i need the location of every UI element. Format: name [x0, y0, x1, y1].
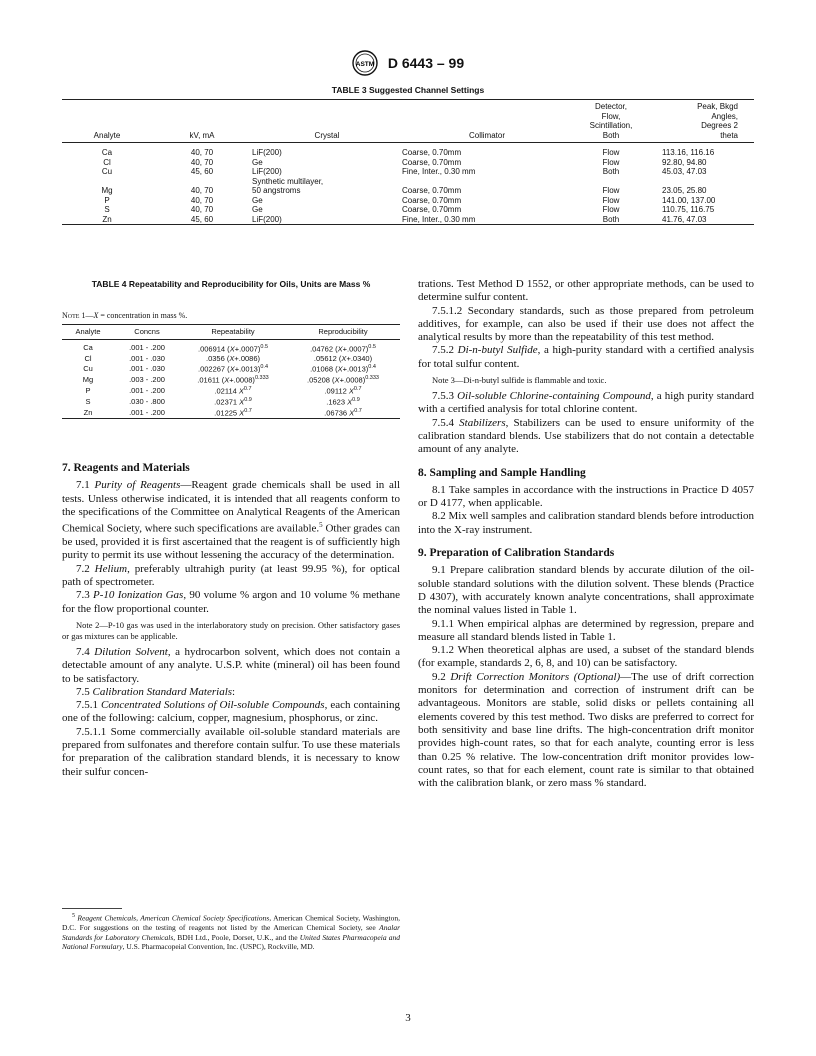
table4-cell: .002267 $(X+.0013)^{0.4}$	[197, 364, 269, 374]
para-7-5: 7.5 Calibration Standard Materials:	[76, 685, 236, 698]
table3-cell: S	[104, 205, 110, 214]
table4	[62, 324, 400, 419]
table4-cell: .02114 $X^{0.7}$	[214, 386, 252, 396]
table3-cell: Flow	[602, 148, 620, 157]
table3-header-kv: kV, mA	[189, 130, 215, 140]
table3-cell: Flow	[602, 186, 620, 195]
table3-row	[62, 215, 754, 225]
table4-cell: .06736 $X^{0.7}$	[324, 408, 362, 418]
para-8-2: 8.2 Mix well samples and calibration standard blends before introduction into the X-ray instrument.	[418, 510, 754, 536]
table4-cell: .01611 $(X+.0008)^{0.333}$	[197, 375, 269, 385]
table3-row	[62, 143, 754, 158]
table3-cell: 40, 70	[190, 186, 214, 195]
table3	[62, 99, 754, 225]
footnote-5: $^5$ Reagent Chemicals, American Chemical Society Specifications, American Chemical Society, Washington, D.C. For suggestions on the testing of reagents not listed by the American Chemical Society, see Analar Standards for Laboratory Chemicals, BDH Ltd., Poole, Dorset, U.K., and the United States Pharmacopeia and National Formulary, U.S. Pharmacopeial Convention, Inc. (USPC), Rockville, MD.	[62, 913, 401, 951]
table4-cell: .0356 (X+.0086)	[205, 353, 261, 363]
table4-cell: .003 - .200	[129, 374, 165, 384]
table4-note	[62, 311, 400, 320]
table4-cell: .001 - .200	[129, 407, 165, 417]
table4-header-reproducibility: Reproducibility	[318, 327, 368, 336]
table3-cell: Fine, Inter., 0.30 mm	[402, 214, 476, 224]
svg-text:ASTM: ASTM	[355, 61, 375, 68]
table3-cell: Flow	[602, 157, 620, 167]
table4-cell: .001 - .200	[129, 385, 165, 395]
astm-logo-icon	[352, 50, 378, 76]
table4-cell: Zn	[83, 407, 93, 417]
table3-cell: 141.00, 137.00	[662, 195, 716, 205]
table4-cell: Mg	[82, 374, 94, 384]
section-9-heading: 9. Preparation of Calibration Standards	[418, 547, 615, 560]
table4-cell: .05612 (X+.0340)	[313, 353, 373, 363]
table3-cell: Coarse, 0.70mm	[402, 157, 462, 167]
table4-cell: .09112 $X^{0.7}$	[324, 386, 362, 396]
table3-cell: 40, 70	[190, 157, 214, 167]
table4-cell: .006914 $(X+.0007)^{0.5}$	[197, 343, 269, 353]
table3-cell: 40, 70	[190, 195, 214, 205]
table4-cell: .001 - .030	[129, 363, 165, 373]
table4-header-repeatability: Repeatability	[211, 327, 255, 336]
table3-cell: 23.05, 25.80	[662, 186, 707, 195]
table3-header-collimator: Collimator	[468, 130, 505, 140]
table3-cell	[572, 177, 650, 187]
table3-cell: Coarse, 0.70mm	[402, 186, 462, 195]
para-9-2: 9.2 Drift Correction Monitors (Optional)—The use of drift correction monitors for determination and correction of instrument drift can be advantageous. Monitors are stable, solid disks or pellets containing all elements covered by this test method. Two disks are preferred to correct for both sensitivity and base line drifts. The high-concentration drift monitor provides high-count rates, so that for each analyte, counting error is less than 0.25 % relative. The low-concentration drift monitor provides low-count rates, so that for each element, count rate is similar to that obtained with the calibration blank, or zero mass % standard.	[418, 670, 754, 790]
table4-cell: .030 - .800	[129, 396, 165, 406]
table3-header-detector: Detector, Flow, Scintillation, Both	[589, 102, 633, 140]
table3-cell: 40, 70	[190, 205, 214, 214]
table4-cell: Cu	[83, 363, 93, 373]
note-3: Note 3—Di-n-butyl sulfide is flammable and toxic.	[432, 375, 607, 386]
table3-row	[62, 205, 754, 215]
table3-cell	[650, 177, 754, 187]
para-7-3: 7.3 P-10 Ionization Gas, 90 volume % argon and 10 volume % methane for the flow proportional counter.	[62, 589, 400, 615]
table4-header-analyte: Analyte	[75, 327, 101, 336]
table4-row	[62, 339, 400, 354]
table3-cell: LiF(200)	[252, 148, 282, 157]
table3-row	[62, 167, 754, 177]
table3-cell: Mg	[101, 186, 113, 195]
page-header	[0, 50, 816, 76]
table3-cell: Flow	[602, 205, 620, 214]
table3-cell: Ge	[252, 205, 263, 214]
para-9-1-2: 9.1.2 When theoretical alphas are used, a subset of the standard blends (for example, standards 2, 6, 8, and 10) can be satisfactory.	[418, 644, 754, 670]
table4-header-row	[62, 325, 400, 340]
table4-row	[62, 363, 400, 374]
table3-cell: Both	[602, 167, 620, 176]
table3-cell: 110.75, 116.75	[662, 205, 715, 214]
table3-title: TABLE 3 Suggested Channel Settings	[331, 85, 485, 95]
table4-cell: Ca	[83, 343, 93, 353]
section-8-heading: 8. Sampling and Sample Handling	[418, 466, 586, 479]
table3-cell: Synthetic multilayer,	[252, 176, 324, 186]
para-7-5-3: 7.5.3 Oil-soluble Chlorine-containing Compound, a high purity standard with a certified analysis for total chlorine content.	[418, 390, 754, 416]
table4-row	[62, 385, 400, 396]
table3-cell: Coarse, 0.70mm	[402, 148, 462, 157]
table4-note-label: Note 1—	[62, 311, 94, 320]
table3-cell	[152, 177, 252, 187]
table3-cell: Ge	[252, 157, 263, 167]
para-7-5-1-1-continued: trations. Test Method D 1552, or other appropriate methods, can be used to determine sulfur content.	[418, 278, 754, 304]
para-7-1: 7.1 Purity of Reagents—Reagent grade chemicals shall be used in all tests. Unless otherwise indicated, it is intended that all reagents conform to the specifications of the Committee on Analytical Reagents of the American Chemical Society, where such specifications are available.$^5$ Other grades can be used, provided it is first ascertained that the reagent is of sufficiently high purity to permit its use without lessening the accuracy of the determination.	[62, 479, 401, 562]
para-7-2: 7.2 Helium, preferably ultrahigh purity (at least 99.95 %), for optical path of spectrometer.	[62, 562, 401, 589]
para-8-1: 8.1 Take samples in accordance with the instructions in Practice D 4057 or D 4177, when applicable.	[418, 483, 754, 510]
table4-header-concns: Concns	[134, 327, 160, 336]
table4-cell: S	[85, 396, 91, 406]
para-7-5-1-1: 7.5.1.1 Some commercially available oil-soluble standard materials are prepared from sulfonates and therefore contain sulfur. To use these materials for preparation of the calibration standard blends, it is necessary to know their sulfur concen-	[62, 725, 400, 778]
table4-row	[62, 374, 400, 385]
para-7-5-2: 7.5.2 Di-n-butyl Sulfide, a high-purity standard with a certified analysis for total sulfur content.	[418, 344, 755, 370]
table4-row	[62, 354, 400, 364]
note-2: Note 2—P-10 gas was used in the interlaboratory study on precision. Other satisfactory gases or gas mixtures can be applicable.	[62, 619, 400, 641]
para-7-4: 7.4 Dilution Solvent, a hydrocarbon solvent, which does not contain a detectable amount of any analyte. U.S.P. white (mineral) oil has been found to be satisfactory.	[62, 645, 401, 685]
table3-cell: P	[104, 195, 110, 205]
footnote-ref-5: 5	[319, 521, 323, 530]
table3-cell: LiF(200)	[252, 167, 282, 176]
para-7-5-4: 7.5.4 Stabilizers, Stabilizers can be used to ensure uniformity of the calibration standard blends. Use stabilizers that do not contain a detectable amount of any analyte.	[418, 416, 754, 456]
table3-row	[62, 186, 754, 196]
table3-cell: Flow	[602, 195, 620, 205]
table3-cell: 92.80, 94.80	[662, 157, 707, 167]
table3-cell: Cl	[103, 157, 111, 167]
footnote-divider	[62, 908, 122, 909]
table3-cell: 45, 60	[190, 214, 214, 224]
table3-cell: 50 angstroms	[252, 186, 301, 195]
page-number: 3	[405, 1012, 411, 1024]
table4-note-text: X = concentration in mass %.	[93, 311, 188, 320]
table3-cell: 45.03, 47.03	[662, 167, 707, 176]
table3-cell: 41.76, 47.03	[662, 214, 707, 224]
para-9-1: 9.1 Prepare calibration standard blends by accurate dilution of the oil-soluble standard solutions with the dilution solvent. These blends (Practice D 4307), with accurately known analyte concentrations, shall approximate the nominal values listed in Table 1.	[418, 564, 754, 617]
table3-cell	[62, 177, 152, 187]
table4-row	[62, 396, 400, 407]
table3-cell: Both	[602, 214, 620, 224]
table3-cell: Ca	[101, 148, 113, 157]
table4-cell: .001 - .200	[129, 343, 165, 353]
table4-cell: Cl	[84, 353, 92, 363]
table3-cell: 40, 70	[190, 148, 214, 157]
table4-cell: .05208 $(X+.0008)^{0.333}$	[307, 375, 379, 385]
table3-row	[62, 196, 754, 206]
table3-cell: Zn	[102, 214, 112, 224]
table3-cell: 113.16, 116.16	[662, 148, 715, 157]
left-column	[62, 462, 400, 779]
table4-cell: .001 - .030	[129, 353, 165, 363]
table3-cell: Coarse, 0.70mm	[402, 195, 462, 205]
table3-cell: 45, 60	[190, 167, 214, 176]
table4-cell: .04762 $(X+.0007)^{0.5}$	[310, 343, 376, 353]
para-9-1-1: 9.1.1 When empirical alphas are determined by regression, prepare and measure all standard blends listed in Table 1.	[418, 617, 754, 643]
table3-cell: LiF(200)	[252, 214, 282, 224]
para-7-5-1: 7.5.1 Concentrated Solutions of Oil-soluble Compounds, each containing one of the following: calcium, copper, magnesium, phosphorus, or zinc.	[62, 699, 400, 725]
table3-cell: Coarse, 0.70mm	[402, 205, 462, 214]
table3-header-row	[62, 100, 754, 143]
para-7-5-1-2: 7.5.1.2 Secondary standards, such as those prepared from petroleum additives, for example, can also be used if their use does not affect the analytical results by more than the repeatability of this test method.	[418, 304, 754, 344]
table3-cell: Ge	[252, 195, 263, 205]
table4-cell: .1623 $X^{0.9}$	[326, 397, 360, 407]
table3-header-analyte: Analyte	[93, 130, 121, 140]
table4-cell: .01068 $(X+.0013)^{0.4}$	[310, 364, 376, 374]
table3-cell: Fine, Inter., 0.30 mm	[402, 167, 476, 176]
document-number: D 6443 – 99	[387, 55, 465, 71]
table4-cell: P	[85, 385, 91, 395]
table3-header-crystal: Crystal	[314, 130, 340, 140]
table3-row	[62, 158, 754, 168]
right-column	[418, 278, 754, 790]
table4-cell: .02371 $X^{0.9}$	[214, 397, 252, 407]
table4-row	[62, 407, 400, 419]
table4-cell: .01225 $X^{0.7}$	[214, 408, 252, 418]
table3-cell	[402, 177, 572, 187]
table3-row	[62, 177, 754, 187]
table3-header-angles: Peak, Bkgd Angles, Degrees 2 theta	[697, 102, 738, 140]
section-7-heading: 7. Reagents and Materials	[62, 462, 190, 474]
table4-title: TABLE 4 Repeatability and Reproducibility for Oils, Units are Mass %	[91, 279, 371, 289]
table3-cell: Cu	[101, 167, 113, 176]
